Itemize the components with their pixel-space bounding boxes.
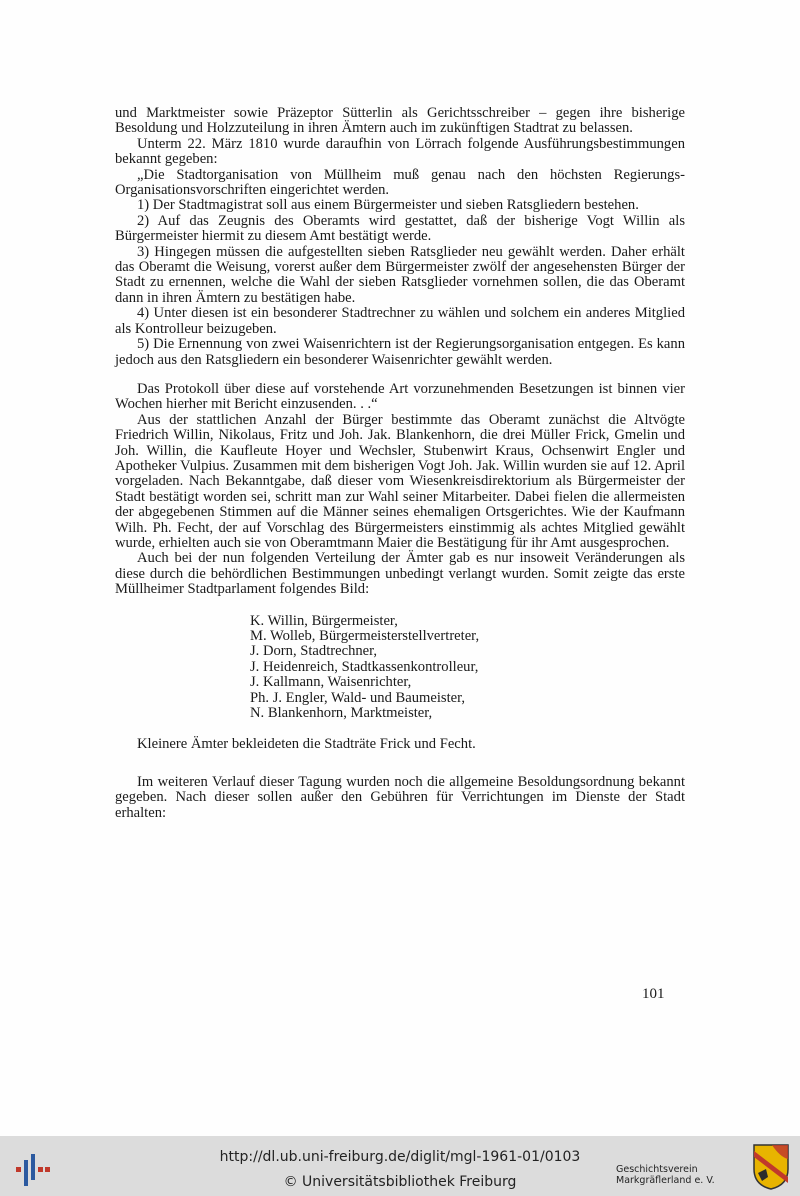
paragraph: 4) Unter diesen ist ein besonderer Stadtrechner zu wählen und solchem ein anderes Mitglied als Kontrolleur beizugeben. bbox=[115, 305, 685, 337]
paragraph: 5) Die Ernennung von zwei Waisenrichtern ist der Regierungsorganisation entgegen. Es kann jedoch aus den Ratsgliedern ein besonderer Waisenrichter gewählt werden. bbox=[115, 336, 685, 368]
list-item: J. Heidenreich, Stadtkassenkontrolleur, bbox=[250, 658, 479, 675]
paragraph: 3) Hingegen müssen die aufgestellten sieben Ratsglieder neu gewählt werden. Daher erhält das Oberamt die Weisung, vorerst außer dem Bürgermeister zwölf der angesehensten Bürger der Stadt zu ernennen, welche die Wahl der sieben Ratsglieder vornehmen sollen, die das Oberamt dann in ihren Ämtern zu bestätigen habe. bbox=[115, 243, 685, 306]
list-item: Ph. J. Engler, Wald- und Baumeister, bbox=[250, 689, 466, 706]
paragraph: Unterm 22. März 1810 wurde daraufhin von Lörrach folgende Ausführungsbestimmungen bekannt gegeben: bbox=[115, 135, 685, 168]
association-line: Geschichtsverein bbox=[616, 1164, 698, 1175]
list-item: J. Dorn, Stadtrechner, bbox=[250, 643, 378, 660]
paragraph: Das Protokoll über diese auf vorstehende Art vorzunehmenden Besetzungen ist binnen vier Wochen hierher mit Bericht einzusenden. . .“ bbox=[115, 380, 685, 413]
paragraph: 2) Auf das Zeugnis des Oberamts wird gestattet, daß der bisherige Vogt Willin als Bürgermeister hiermit zu diesem Amt bestätigt werde. bbox=[115, 212, 685, 245]
paragraph: Aus der stattlichen Anzahl der Bürger bestimmte das Oberamt zunächst die Altvögte Friedrich Willin, Nikolaus, Fritz und Joh. Jak. Blankenhorn, die drei Müller Frick, Gmelin und Joh. Willin, die Kaufleute Hoyer und Wechsler, Stubenwirt Kraus, Ochsenwirt Engler und Apotheker Vulpius. Zusammen mit dem bisherigen Vogt Joh. Jak. Willin wurden sie auf 12. April vorgeladen. Nach Bekanntgabe, daß dieser vom Wiesenkreisdirektorium als Bürgermeister der Stadt bestätigt worden sei, schritt man zur Wahl seiner Mitarbeiter. Dabei fielen die allermeisten der abgegebenen Stimmen auf die Männer seines ehemaligen Ortsgerichtes. Wie der Kaufmann Wilh. Ph. Fecht, der auf Vorschlag des Bürgermeisters einstimmig als achtes Mitglied gewählt wurde, erhielten auch sie von Oberamtmann Maier die Bestätigung für ihr Amt ausgesprochen. bbox=[115, 411, 685, 551]
paragraph: 1) Der Stadtmagistrat soll aus einem Bürgermeister und sieben Ratsgliedern bestehen. bbox=[137, 197, 639, 214]
paragraph: und Marktmeister sowie Präzeptor Sütterlin als Gerichtsschreiber – gegen ihre bisherige Besoldung und Holzzuteilung in ihren Ämtern auch im zukünftigen Stadtrat zu belassen. bbox=[115, 105, 685, 137]
officials-list bbox=[250, 614, 685, 722]
paragraph: „Die Stadtorganisation von Müllheim muß genau nach den höchsten Regierungs-Organisationsvorschriften eingerichtet werden. bbox=[115, 166, 685, 199]
page-number: 101 bbox=[642, 986, 665, 1002]
association-name bbox=[616, 1164, 746, 1186]
body-text bbox=[115, 106, 685, 821]
paragraph: Auch bei der nun folgenden Verteilung der Ämter gab es nur insoweit Veränderungen als diese durch die behördlichen Bestimmungen unbedingt verlangt wurden. Somit zeigte das erste Müllheimer Stadtparlament folgendes Bild: bbox=[115, 550, 685, 598]
list-item: K. Willin, Bürgermeister, bbox=[250, 612, 398, 629]
coat-of-arms-icon bbox=[752, 1143, 790, 1191]
paragraph: Kleinere Ämter bekleideten die Stadträte Frick und Fecht. bbox=[137, 736, 476, 753]
list-item: N. Blankenhorn, Marktmeister, bbox=[250, 705, 433, 722]
association-line: Markgräflerland e. V. bbox=[616, 1175, 715, 1186]
document-url[interactable]: http://dl.ub.uni-freiburg.de/diglit/mgl-1961-01/0103 bbox=[219, 1149, 581, 1165]
paragraph: Im weiteren Verlauf dieser Tagung wurden noch die allgemeine Besoldungsordnung bekannt gegeben. Nach dieser sollen außer den Gebühren für Verrichtungen im Dienste der Stadt erhalten: bbox=[115, 773, 685, 821]
list-item: J. Kallmann, Waisenrichter, bbox=[250, 674, 412, 691]
list-item: M. Wolleb, Bürgermeisterstellvertreter, bbox=[250, 628, 480, 644]
copyright-notice: © Universitätsbibliothek Freiburg bbox=[283, 1174, 517, 1190]
